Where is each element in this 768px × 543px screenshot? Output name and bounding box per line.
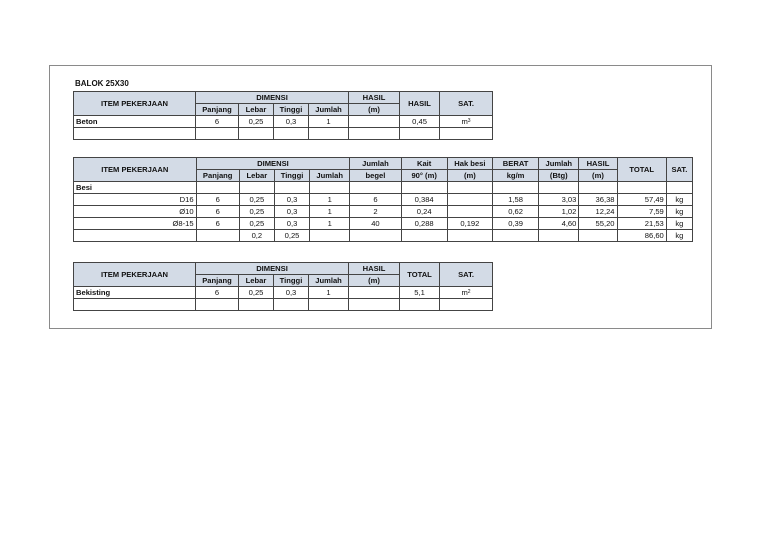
- total-cell: 21,53: [617, 218, 666, 230]
- sat-unit: m: [461, 116, 468, 126]
- table-row: [74, 194, 693, 206]
- lebar-cell: 0,25: [239, 206, 274, 218]
- lebar-cell: 0,25: [239, 194, 274, 206]
- tinggi-cell: 0,3: [274, 287, 309, 299]
- sat-cell: kg: [666, 194, 692, 206]
- hasil-m-cell: [349, 116, 400, 128]
- kait-header-bottom: 90° (m): [401, 170, 447, 182]
- tinggi-header: Tinggi: [274, 170, 309, 182]
- panjang-header: Panjang: [196, 275, 239, 287]
- tinggi-cell: 0,25: [274, 230, 309, 242]
- berat-header-bottom: kg/m: [492, 170, 538, 182]
- dimensi-header: DIMENSI: [196, 263, 349, 275]
- sat-cell: [440, 116, 493, 128]
- grand-total-cell: 86,60: [617, 230, 666, 242]
- total-header: TOTAL: [400, 263, 440, 287]
- sat-header: SAT.: [440, 92, 493, 116]
- panjang-header: Panjang: [196, 104, 239, 116]
- kait-cell: 0,288: [401, 218, 447, 230]
- jumlah-cell: 1: [309, 116, 349, 128]
- hak-besi-cell: [447, 194, 492, 206]
- dimensi-header: DIMENSI: [196, 92, 349, 104]
- hasil-m-header-bottom: (m): [349, 104, 400, 116]
- item-cell: Bekisting: [74, 287, 196, 299]
- total-cell: 7,59: [617, 206, 666, 218]
- hak-besi-header-top: Hak besi: [447, 158, 492, 170]
- sat-superscript: 2: [467, 288, 471, 295]
- item-header: ITEM PEKERJAAN: [74, 263, 196, 287]
- jumlah-header: Jumlah: [310, 170, 350, 182]
- berat-cell: 0,39: [492, 218, 538, 230]
- kait-cell: 0,384: [401, 194, 447, 206]
- hasil-cell: 36,38: [579, 194, 617, 206]
- tinggi-cell: 0,3: [274, 206, 309, 218]
- kait-header-top: Kait: [401, 158, 447, 170]
- btg-cell: 1,02: [539, 206, 579, 218]
- sat-cell: kg: [666, 230, 692, 242]
- group-row: [74, 182, 693, 194]
- jumlah-begel-header-bottom: begel: [350, 170, 401, 182]
- jumlah-begel-header-top: Jumlah: [350, 158, 401, 170]
- sat-cell: kg: [666, 206, 692, 218]
- jumlah-cell: 1: [310, 206, 350, 218]
- begel-cell: 6: [350, 194, 401, 206]
- jumlah-btg-header-top: Jumlah: [539, 158, 579, 170]
- dimensi-header: DIMENSI: [196, 158, 350, 170]
- berat-cell: 0,62: [492, 206, 538, 218]
- table-row: [74, 116, 493, 128]
- sat-cell: kg: [666, 218, 692, 230]
- panjang-cell: 6: [196, 206, 239, 218]
- tinggi-cell: 0,3: [274, 116, 309, 128]
- tinggi-cell: 0,3: [274, 194, 309, 206]
- total-header: TOTAL: [617, 158, 666, 182]
- jumlah-cell: 1: [310, 194, 350, 206]
- item-cell: D16: [74, 194, 197, 206]
- begel-cell: 2: [350, 206, 401, 218]
- berat-cell: 1,58: [492, 194, 538, 206]
- hak-besi-cell: [447, 206, 492, 218]
- begel-cell: 40: [350, 218, 401, 230]
- group-label: Besi: [74, 182, 197, 194]
- panjang-header: Panjang: [196, 170, 239, 182]
- berat-header-top: BERAT: [492, 158, 538, 170]
- lebar-cell: 0,25: [239, 116, 274, 128]
- item-cell: Ø8-15: [74, 218, 197, 230]
- hasil-header-bottom: (m): [579, 170, 617, 182]
- jumlah-cell: 1: [310, 218, 350, 230]
- hasil-cell: 55,20: [579, 218, 617, 230]
- lebar-cell: 0,25: [239, 287, 274, 299]
- lebar-header: Lebar: [239, 275, 274, 287]
- hasil-cell: 12,24: [579, 206, 617, 218]
- tinggi-header: Tinggi: [274, 104, 309, 116]
- hak-besi-cell: 0,192: [447, 218, 492, 230]
- besi-table: [73, 157, 693, 242]
- kait-cell: 0,24: [401, 206, 447, 218]
- lebar-header: Lebar: [239, 170, 274, 182]
- tinggi-header: Tinggi: [274, 275, 309, 287]
- table-row: [74, 206, 693, 218]
- panjang-cell: 6: [196, 194, 239, 206]
- total-cell: 57,49: [617, 194, 666, 206]
- btg-cell: 4,60: [539, 218, 579, 230]
- item-header: ITEM PEKERJAAN: [74, 92, 196, 116]
- lebar-cell: 0,2: [239, 230, 274, 242]
- item-header: ITEM PEKERJAAN: [74, 158, 197, 182]
- beton-table: [73, 91, 493, 140]
- table-row: [74, 287, 493, 299]
- tinggi-cell: 0,3: [274, 218, 309, 230]
- total-cell: 5,1: [400, 287, 440, 299]
- lebar-header: Lebar: [239, 104, 274, 116]
- sat-cell: [440, 287, 493, 299]
- sheet-title: BALOK 25X30: [75, 79, 129, 88]
- sat-superscript: 3: [467, 117, 471, 124]
- hasil-header-top: HASIL: [579, 158, 617, 170]
- hasil-m-header-top: HASIL: [349, 92, 400, 104]
- hak-besi-header-bottom: (m): [447, 170, 492, 182]
- jumlah-btg-header-bottom: (Btg): [539, 170, 579, 182]
- jumlah-cell: 1: [309, 287, 349, 299]
- hasil-cell: 0,45: [400, 116, 440, 128]
- hasil-m-header-top: HASIL: [349, 263, 400, 275]
- table-row: [74, 218, 693, 230]
- hasil-m-cell: [349, 287, 400, 299]
- bekisting-table: [73, 262, 493, 311]
- item-cell: Ø10: [74, 206, 197, 218]
- panjang-cell: 6: [196, 218, 239, 230]
- lebar-cell: 0,25: [239, 218, 274, 230]
- sat-header: SAT.: [666, 158, 692, 182]
- hasil-m-header-bottom: (m): [349, 275, 400, 287]
- total-row: [74, 230, 693, 242]
- panjang-cell: 6: [196, 287, 239, 299]
- panjang-cell: 6: [196, 116, 239, 128]
- sat-unit: m: [461, 287, 468, 297]
- btg-cell: 3,03: [539, 194, 579, 206]
- hasil-header: HASIL: [400, 92, 440, 116]
- item-cell: Beton: [74, 116, 196, 128]
- jumlah-header: Jumlah: [309, 104, 349, 116]
- jumlah-header: Jumlah: [309, 275, 349, 287]
- sat-header: SAT.: [440, 263, 493, 287]
